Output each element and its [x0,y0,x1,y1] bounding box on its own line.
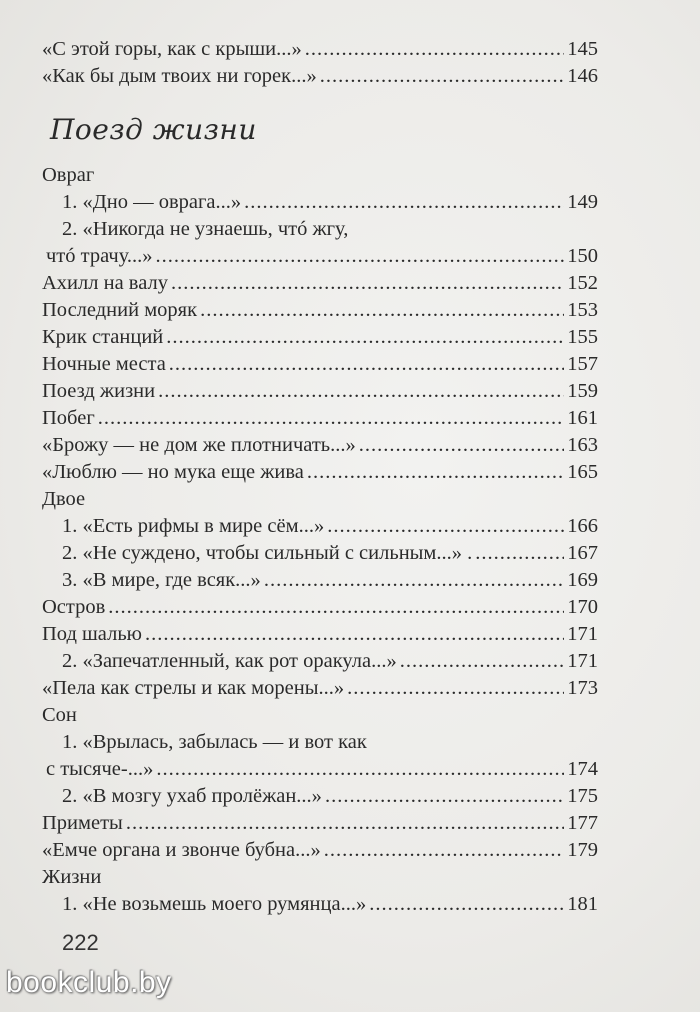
toc-entry-title: 3. «В мире, где всяк...» [62,569,261,591]
toc-entry [42,810,598,837]
toc-entry-title: 1. «Не возьмешь моего румянца...» [62,893,367,915]
toc-entry-title: Последний моряк [42,299,198,321]
toc-entry-page: 179 [567,839,598,861]
toc-entry [42,297,598,324]
toc-entry-title: «Емче органа и звонче бубна...» [42,839,321,861]
leader-dots [264,567,564,594]
toc-entry-title-line: 1. «Врылась, забылась — и вот как [62,731,367,753]
leader-dots [324,837,565,864]
leader-dots [327,513,564,540]
toc-entry [42,36,598,63]
toc-entry [42,405,598,432]
toc-entry-title: 2. «Запечатленный, как рот оракула...» [62,650,397,672]
leader-dots [475,540,564,567]
toc-entry-page: 175 [567,785,598,807]
toc-entry-title: «Брожу — не дом же плотничать...» [42,434,356,456]
leader-dots [305,36,565,63]
toc-entry-page: 150 [567,245,598,267]
leader-dots [325,783,564,810]
toc-entry [42,675,598,702]
toc-entry-title: Ночные места [42,353,166,375]
toc-entry [42,540,598,567]
toc-entry [42,63,598,90]
toc-entry-title: «С этой горы, как с крыши...» [42,38,302,60]
toc-entry-page: 181 [567,893,598,915]
leader-dots [126,810,564,837]
toc-entry [42,513,598,540]
leader-dots [166,324,564,351]
toc-entry-page: 155 [567,326,598,348]
leader-dots [156,243,565,270]
leader-dots [320,63,565,90]
toc-entry [42,459,598,486]
toc-entry-page: 167 [567,542,598,564]
leader-dots [98,405,565,432]
toc-entry-page: 163 [567,434,598,456]
toc-entry-page: 152 [567,272,598,294]
toc-entry-page: 161 [567,407,598,429]
leader-dots [347,675,564,702]
toc-entry-page: 157 [567,353,598,375]
leader-dots [359,432,564,459]
toc-entry [42,189,598,216]
page-number: 222 [62,930,99,955]
toc-entry-page: 173 [567,677,598,699]
toc-entry-title-line: 2. «Никогда не узнаешь, чтó жгу, [62,218,349,240]
toc-entry-title: Под шалью [42,623,142,645]
toc-entry-title: Ахилл на валу [42,272,168,294]
toc-entry [42,351,598,378]
toc-entry [42,270,598,297]
toc-entry [42,891,598,918]
watermark: bookclub.by [6,966,172,999]
toc-entry-title: «Пела как стрелы и как морены...» [42,677,345,699]
toc-entry-page: 146 [567,65,598,87]
table-of-contents [42,36,598,918]
toc-entry-title: Остров [42,596,106,618]
toc-group-heading: Овраг [42,164,95,186]
toc-entry [42,783,598,810]
toc-group-heading: Двое [42,488,86,510]
toc-entry-title: «Люблю — но мука еще жива [42,461,304,483]
toc-entry-page: 145 [567,38,598,60]
toc-entry [42,756,598,783]
leader-dots [145,621,564,648]
toc-entry-title: Приметы [42,812,123,834]
toc-entry [42,594,598,621]
leader-dots [200,297,564,324]
toc-entry-page: 166 [567,515,598,537]
section-title: Поезд жизни [50,113,257,146]
toc-entry-page: 171 [567,650,598,672]
toc-entry-title: 2. «В мозгу ухаб пролёжан...» [62,785,322,807]
leader-dots [244,189,564,216]
leader-dots [169,351,564,378]
toc-entry [42,837,598,864]
toc-entry-title: 1. «Дно — оврага...» [62,191,242,213]
toc-entry-title: чтó трачу...» [46,245,153,267]
toc-entry-page: 165 [567,461,598,483]
toc-entry-title: Крик станций [42,326,164,348]
toc-entry [42,432,598,459]
toc-entry-page: 149 [567,191,598,213]
toc-entry-title: Поезд жизни [42,380,156,402]
leader-dots [108,594,564,621]
toc-entry [42,567,598,594]
toc-entry-title: 2. «Не суждено, чтобы сильный с сильным...» . [62,542,473,564]
toc-entry-page: 174 [567,758,598,780]
toc-entry-title: Побег [42,407,95,429]
leader-dots [369,891,564,918]
toc-group-heading: Жизни [42,866,102,888]
leader-dots [171,270,564,297]
toc-entry-page: 177 [567,812,598,834]
toc-entry-page: 171 [567,623,598,645]
leader-dots [156,756,564,783]
toc-entry-page: 153 [567,299,598,321]
toc-entry [42,378,598,405]
toc-entry [42,324,598,351]
toc-group-heading: Сон [42,704,77,726]
toc-entry-page: 169 [567,569,598,591]
toc-entry [42,648,598,675]
toc-entry-page: 159 [567,380,598,402]
toc-entry [42,621,598,648]
leader-dots [158,378,564,405]
toc-entry-title: 1. «Есть рифмы в мире сём...» [62,515,325,537]
toc-entry [42,243,598,270]
leader-dots [400,648,565,675]
toc-entry-title: с тысяче-...» [46,758,154,780]
leader-dots [307,459,564,486]
toc-entry-title: «Как бы дым твоих ни горек...» [42,65,317,87]
toc-entry-page: 170 [567,596,598,618]
